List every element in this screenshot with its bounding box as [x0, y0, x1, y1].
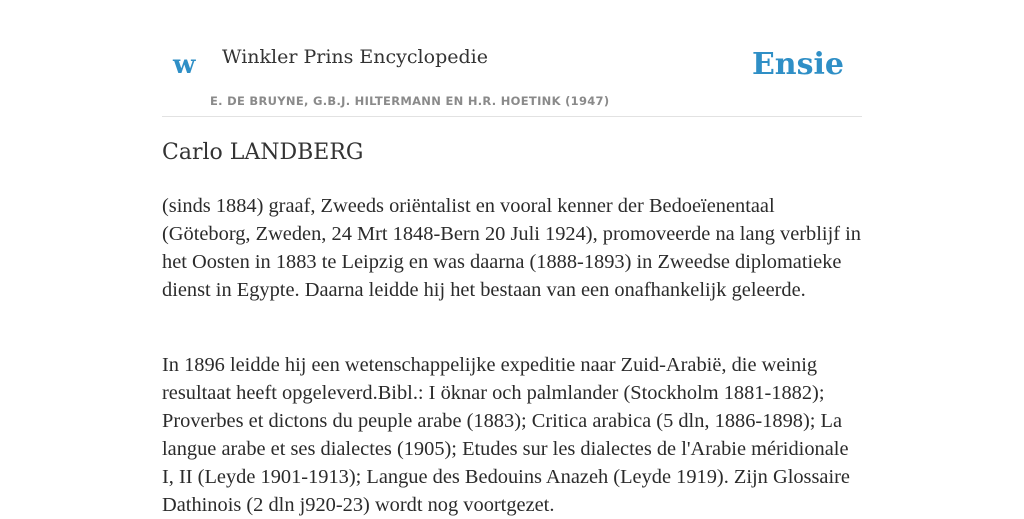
byline: E. DE BRUYNE, G.B.J. HILTERMANN EN H.R. HOETINK (1947) [210, 94, 610, 108]
article-title: Carlo LANDBERG [162, 140, 364, 165]
winkler-prins-logo[interactable]: w [173, 50, 196, 80]
ensie-logo[interactable]: Ensie [751, 47, 844, 82]
page-header [162, 0, 862, 117]
article-paragraph: (sinds 1884) graaf, Zweeds oriëntalist en vooral kenner der Bedoeïenentaal (Göteborg, Zweden, 24 Mrt 1848-Bern 20 Juli 1924), promoveerde na lang verblijf in het Oosten in 1883 te Leipzig en was daarna (1888-1893) in Zweedse diplomatieke dienst in Egypte. Daarna leidde hij het bestaan van een onafhankelijk geleerde. [162, 195, 861, 301]
article-paragraph: In 1896 leidde hij een wetenschappelijke expeditie naar Zuid-Arabië, die weinig resultaat heeft opgeleverd.Bibl.: I öknar och palmlander (Stockholm 1881-1882); Proverbes et dictons du peuple arabe (1883); Critica arabica (5 dln, 1886-1898); La langue arabe et ses dialectes (1905); Etudes sur les dialectes de l'Arabie méridionale I, II (Leyde 1901-1913); Langue des Bedouins Anazeh (Leyde 1919). Zijn Glossaire Dathinois (2 dln j920-23) wordt nog voortgezet. [162, 354, 850, 516]
page-container [162, 0, 862, 516]
site-title[interactable]: Winkler Prins Encyclopedie [222, 46, 488, 68]
